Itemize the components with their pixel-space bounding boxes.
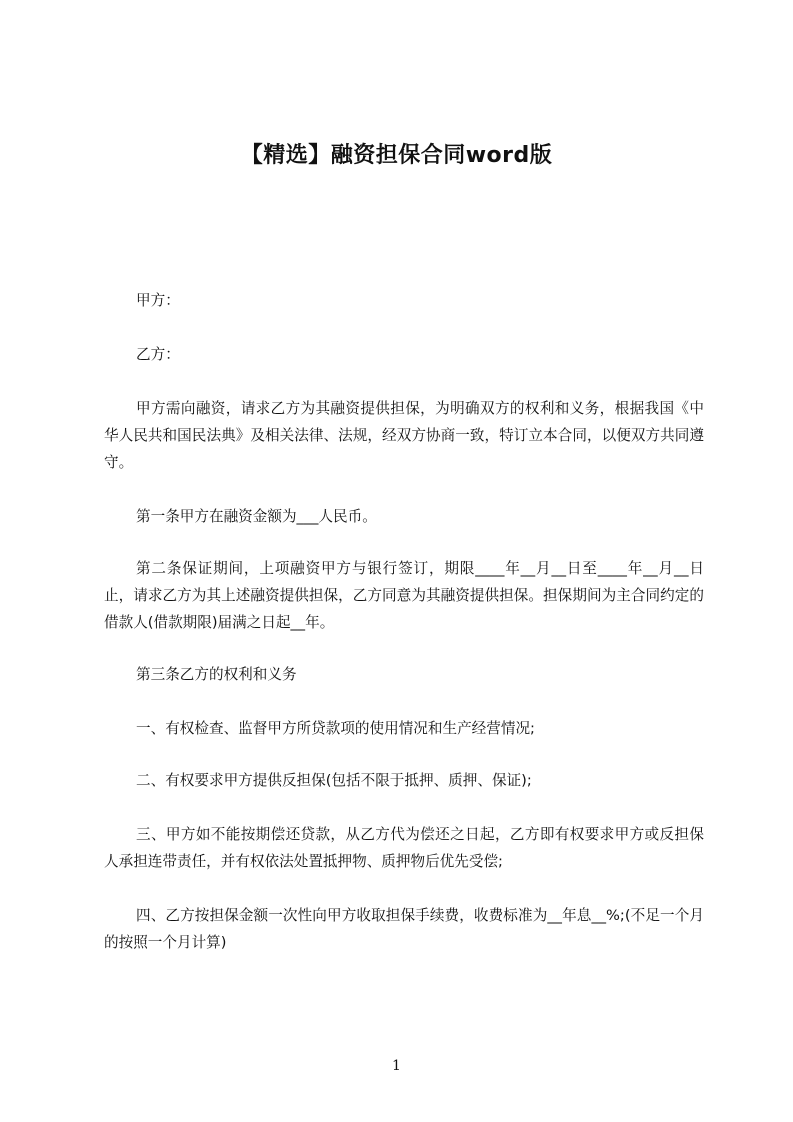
article-3-item-1: 一、有权检查、监督甲方所贷款项的使用情况和生产经营情况; bbox=[136, 720, 535, 737]
article-3-item-2: 二、有权要求甲方提供反担保(包括不限于抵押、质押、保证); bbox=[136, 772, 532, 789]
article-3-heading: 第三条乙方的权利和义务 bbox=[136, 666, 297, 683]
article-3-item-4: 四、乙方按担保金额一次性向甲方收取担保手续费，收费标准为__年息__%;(不足一个月的按照一个月计算) bbox=[104, 907, 704, 951]
article-3-item-3: 三、甲方如不能按期偿还贷款，从乙方代为偿还之日起，乙方即有权要求甲方或反担保人承担连带责任，并有权依法处置抵押物、质押物后优先受偿; bbox=[104, 826, 704, 870]
document-title: 【精选】融资担保合同word版 bbox=[240, 143, 553, 168]
preamble-paragraph: 甲方需向融资，请求乙方为其融资提供担保，为明确双方的权利和义务，根据我国《中华人民共和国民法典》及相关法律、法规，经双方协商一致，特订立本合同，以便双方共同遵守。 bbox=[104, 400, 704, 471]
party-b-line: 乙方： bbox=[136, 346, 180, 363]
article-2-paragraph: 第二条保证期间，上项融资甲方与银行签订，期限____年__月__日至____年__月__日止，请求乙方为其上述融资提供担保，乙方同意为其融资提供担保。担保期间为主合同约定的借款人(借款期限)届满之日起__年。 bbox=[104, 560, 704, 631]
article-1-paragraph: 第一条甲方在融资金额为___人民币。 bbox=[136, 508, 377, 525]
party-a-line: 甲方： bbox=[136, 292, 180, 309]
page-number: 1 bbox=[392, 1058, 401, 1074]
